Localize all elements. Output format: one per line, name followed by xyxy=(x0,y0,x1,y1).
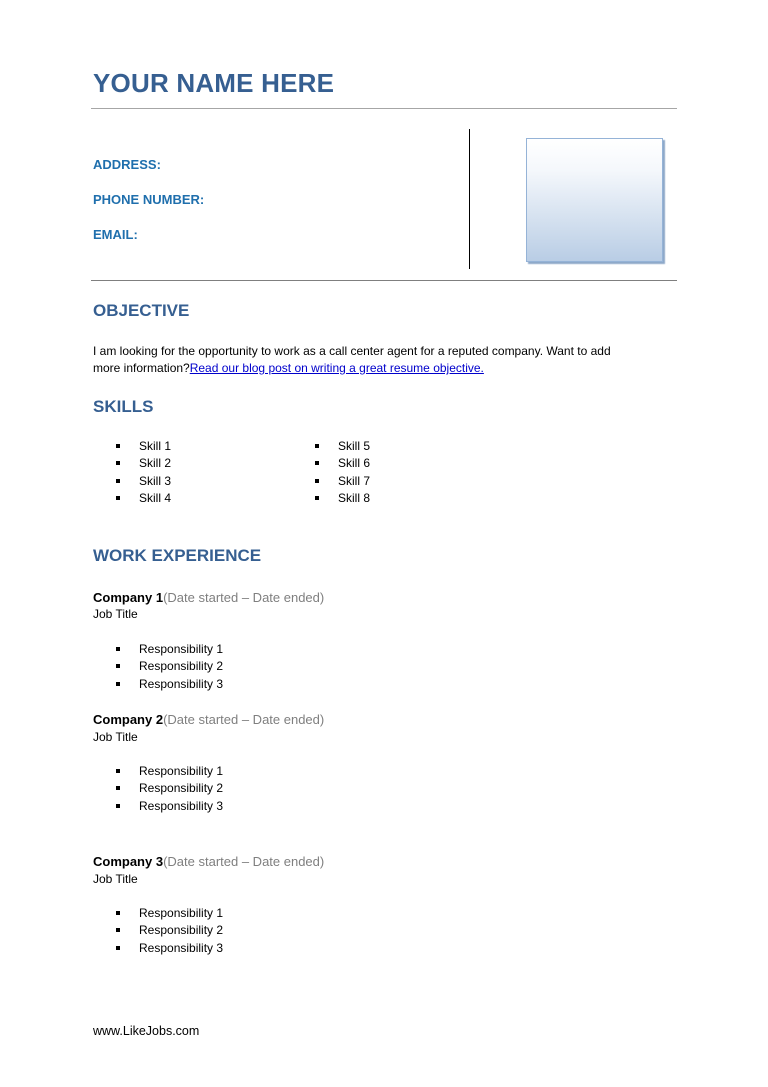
responsibility-item: Responsibility 3 xyxy=(116,940,223,957)
objective-blog-link[interactable]: Read our blog post on writing a great resume objective. xyxy=(189,361,484,375)
company-3-header xyxy=(93,853,324,870)
responsibility-item: Responsibility 1 xyxy=(116,905,223,922)
bullet-icon xyxy=(116,664,120,668)
bullet-icon xyxy=(315,444,319,448)
bullet-icon xyxy=(116,946,120,950)
bullet-icon xyxy=(116,647,120,651)
bullet-icon xyxy=(315,479,319,483)
company-dates: (Date started – Date ended) xyxy=(163,590,325,605)
company-1-responsibilities xyxy=(116,641,223,693)
bullet-icon xyxy=(116,496,120,500)
responsibility-item: Responsibility 1 xyxy=(116,763,223,780)
company-dates: (Date started – Date ended) xyxy=(163,854,325,869)
bullet-icon xyxy=(315,496,319,500)
responsibility-item: Responsibility 2 xyxy=(116,658,223,675)
job-title: Job Title xyxy=(93,872,138,886)
work-experience-heading: WORK EXPERIENCE xyxy=(93,546,262,565)
job-title: Job Title xyxy=(93,607,138,621)
skill-item: Skill 5 xyxy=(315,438,370,455)
skill-item: Skill 2 xyxy=(116,455,171,472)
address-label: ADDRESS: xyxy=(93,157,161,172)
company-dates: (Date started – Date ended) xyxy=(163,712,325,727)
contact-photo-divider xyxy=(469,129,470,269)
responsibility-item: Responsibility 2 xyxy=(116,922,223,939)
phone-label: PHONE NUMBER: xyxy=(93,192,205,207)
skill-item: Skill 1 xyxy=(116,438,171,455)
objective-line2-prefix: more information? xyxy=(93,361,190,375)
skill-item: Skill 3 xyxy=(116,473,171,490)
objective-text xyxy=(93,343,683,377)
company-2-responsibilities xyxy=(116,763,223,815)
bullet-icon xyxy=(116,479,120,483)
company-2-header xyxy=(93,711,324,728)
bullet-icon xyxy=(315,461,319,465)
objective-line1: I am looking for the opportunity to work as a call center agent for a reputed company. Want to add xyxy=(93,344,611,358)
skill-item: Skill 8 xyxy=(315,490,370,507)
header-divider xyxy=(91,108,677,109)
job-title: Job Title xyxy=(93,730,138,744)
company-name: Company 1 xyxy=(93,590,164,605)
company-1-header xyxy=(93,589,324,606)
skill-item: Skill 6 xyxy=(315,455,370,472)
footer-website: www.LikeJobs.com xyxy=(93,1024,200,1038)
responsibility-item: Responsibility 2 xyxy=(116,780,223,797)
bullet-icon xyxy=(116,911,120,915)
skills-column-2 xyxy=(315,438,370,507)
objective-heading: OBJECTIVE xyxy=(93,301,190,320)
skills-column-1 xyxy=(116,438,171,507)
responsibility-item: Responsibility 1 xyxy=(116,641,223,658)
skill-item: Skill 4 xyxy=(116,490,171,507)
name-title: YOUR NAME HERE xyxy=(93,68,335,98)
bullet-icon xyxy=(116,461,120,465)
bullet-icon xyxy=(116,786,120,790)
contact-divider xyxy=(91,280,677,281)
company-3-responsibilities xyxy=(116,905,223,957)
photo-placeholder xyxy=(526,138,663,262)
responsibility-item: Responsibility 3 xyxy=(116,798,223,815)
skills-heading: SKILLS xyxy=(93,397,154,416)
responsibility-item: Responsibility 3 xyxy=(116,676,223,693)
skill-item: Skill 7 xyxy=(315,473,370,490)
bullet-icon xyxy=(116,444,120,448)
bullet-icon xyxy=(116,928,120,932)
company-name: Company 2 xyxy=(93,712,164,727)
email-label: EMAIL: xyxy=(93,227,138,242)
bullet-icon xyxy=(116,682,120,686)
company-name: Company 3 xyxy=(93,854,164,869)
bullet-icon xyxy=(116,769,120,773)
bullet-icon xyxy=(116,804,120,808)
